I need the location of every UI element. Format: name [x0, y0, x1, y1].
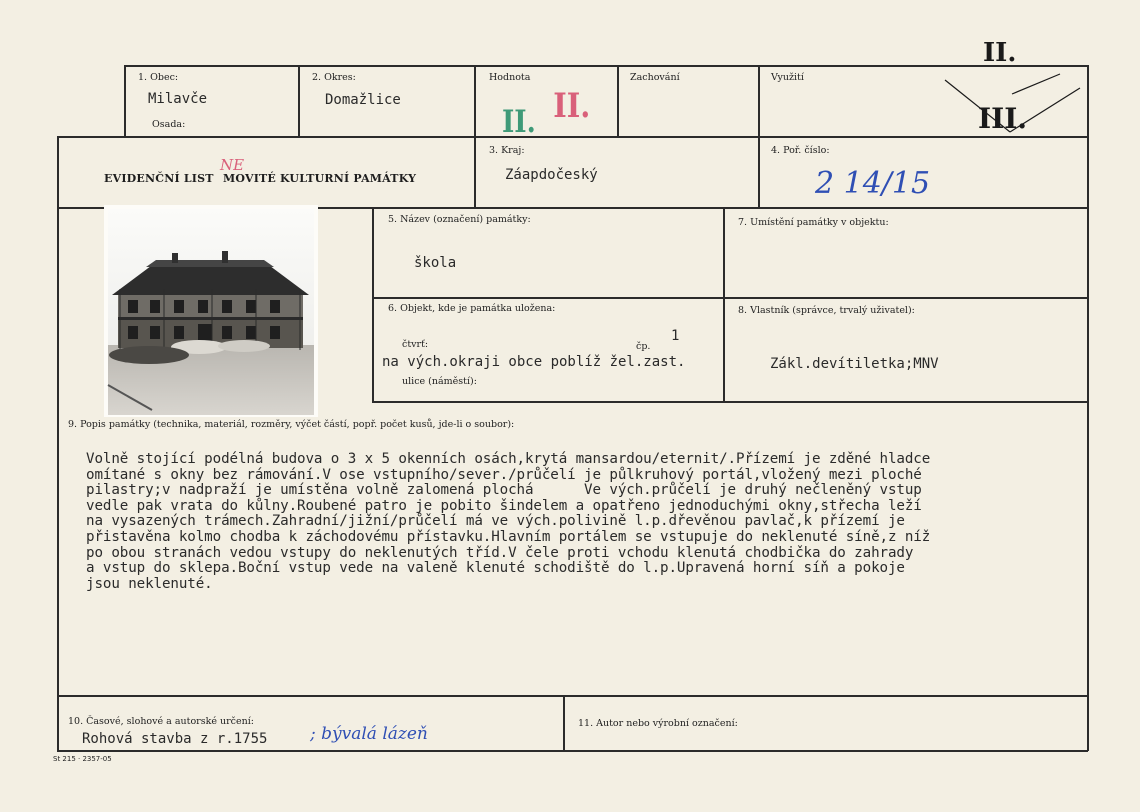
form-title-insert: NE — [220, 156, 245, 174]
row1-sep-d — [758, 65, 760, 208]
cp-value: 1 — [671, 328, 680, 344]
row1-top — [124, 65, 1088, 67]
popis-label: 9. Popis památky (technika, materiál, rozměry, výčet částí, popř. počet kusů, jde-li o soubor): — [68, 419, 515, 430]
form-title-part1: EVIDENČNÍ LIST — [104, 172, 214, 185]
popis-line: na vysazených trámech.Zahradní/jižní/průčelí má ve vých.polivině l.p.dřevěnou pavlač,k přízemí je — [86, 513, 905, 530]
autor-label: 11. Autor nebo výrobní označení: — [578, 718, 738, 729]
block-mid — [723, 207, 725, 402]
nazev-value: škola — [414, 255, 457, 271]
block-left — [372, 207, 374, 402]
vlastnik-value: Zákl.devítiletka;MNV — [770, 356, 939, 372]
slohove-hand: ; bývalá lázeň — [310, 724, 428, 744]
popis-line: a vstup do sklepa.Boční vstup vede na valeně klenuté schodiště do l.p.Upravená horní síň a pokoje — [86, 560, 905, 577]
row1-sep-b — [474, 65, 476, 208]
slohove-value: Rohová stavba z r.1755 — [82, 731, 268, 747]
okres-value: Domažlice — [325, 92, 401, 108]
ulice-label: ulice (náměstí): — [402, 376, 477, 387]
block-bottom — [372, 401, 1088, 403]
popis-line: Volně stojící podélná budova o 3 x 5 okenních osách,krytá mansardou/eternit/.Přízemí je zděné hladce — [86, 451, 931, 467]
umisteni-label: 7. Umístění památky v objektu: — [738, 217, 889, 228]
row1-left — [124, 65, 126, 137]
popis-line: pilastry;v nadpraží je umístěna volně zalomená plochá Ve vých.průčelí je druhý nečleněný vstup — [86, 482, 922, 499]
school-building-image — [104, 205, 318, 417]
objekt-label: 6. Objekt, kde je památka uložena: — [388, 303, 556, 314]
building-photo — [104, 205, 318, 417]
row10-sep — [563, 695, 565, 751]
hodnota-red-mark: II. — [553, 86, 591, 126]
okres-label: 2. Okres: — [312, 72, 356, 83]
osada-label: Osada: — [152, 119, 186, 130]
zachovani-label: Zachování — [630, 72, 680, 83]
kraj-value: Záapdočeský — [505, 167, 598, 183]
slohove-label: 10. Časové, slohové a autorské určení: — [68, 716, 254, 727]
cp-label: čp. — [636, 341, 651, 352]
vlastnik-label: 8. Vlastník (správce, trvalý uživatel): — [738, 305, 915, 316]
hodnota-green-mark: II. — [501, 104, 536, 140]
footer-code: St 215 · 2357-05 — [53, 755, 112, 763]
por-cislo-label: 4. Poř. číslo: — [771, 145, 830, 156]
popis-line: po obou stranách vedou vstupy do neklenutých tříd.V čele proti vchodu klenutá chodbička do zahrady — [86, 544, 914, 561]
corner-mark-bottom: III. — [978, 102, 1028, 135]
block-hline — [372, 297, 1088, 299]
row1-sep-a — [298, 65, 300, 137]
nazev-label: 5. Název (označení) památky: — [388, 214, 531, 225]
obec-label: 1. Obec: — [138, 72, 179, 83]
row10-top — [57, 695, 1088, 697]
popis-line: jsou neklenuté. — [86, 575, 213, 592]
row1-bottom — [57, 136, 1088, 138]
frame-bottom — [57, 750, 1088, 752]
popis-text — [86, 452, 1076, 592]
popis-line: omítané s okny bez rámování.V ose vstupního/sever./průčelí je půlkruhový portál,vložený mezi ploché — [86, 466, 922, 483]
popis-line: vedle pak vrata do kůlny.Roubené patro je pobito šindelem a opatřeno jednoduchými okny,střecha leží — [86, 497, 922, 514]
por-cislo-value: 2 14/15 — [815, 166, 931, 201]
hodnota-label: Hodnota — [489, 72, 531, 83]
popis-line: přistavěna kolmo chodba k záchodovému přístavku.Hlavním portálem se vstupuje do neklenuté síně,z níž — [86, 528, 931, 545]
vyuziti-label: Využití — [771, 72, 804, 83]
frame-left — [57, 137, 59, 751]
frame-right — [1087, 65, 1089, 751]
obec-value: Milavče — [148, 91, 208, 107]
objekt-value: na vých.okraji obce poblíž žel.zast. — [382, 354, 686, 370]
kraj-label: 3. Kraj: — [489, 145, 525, 156]
ctvrt-label: čtvrť: — [402, 339, 429, 350]
corner-mark-top: II. — [983, 38, 1017, 68]
row1-sep-c — [617, 65, 619, 137]
form-title-part2: MOVITÉ KULTURNÍ PAMÁTKY — [223, 172, 417, 185]
